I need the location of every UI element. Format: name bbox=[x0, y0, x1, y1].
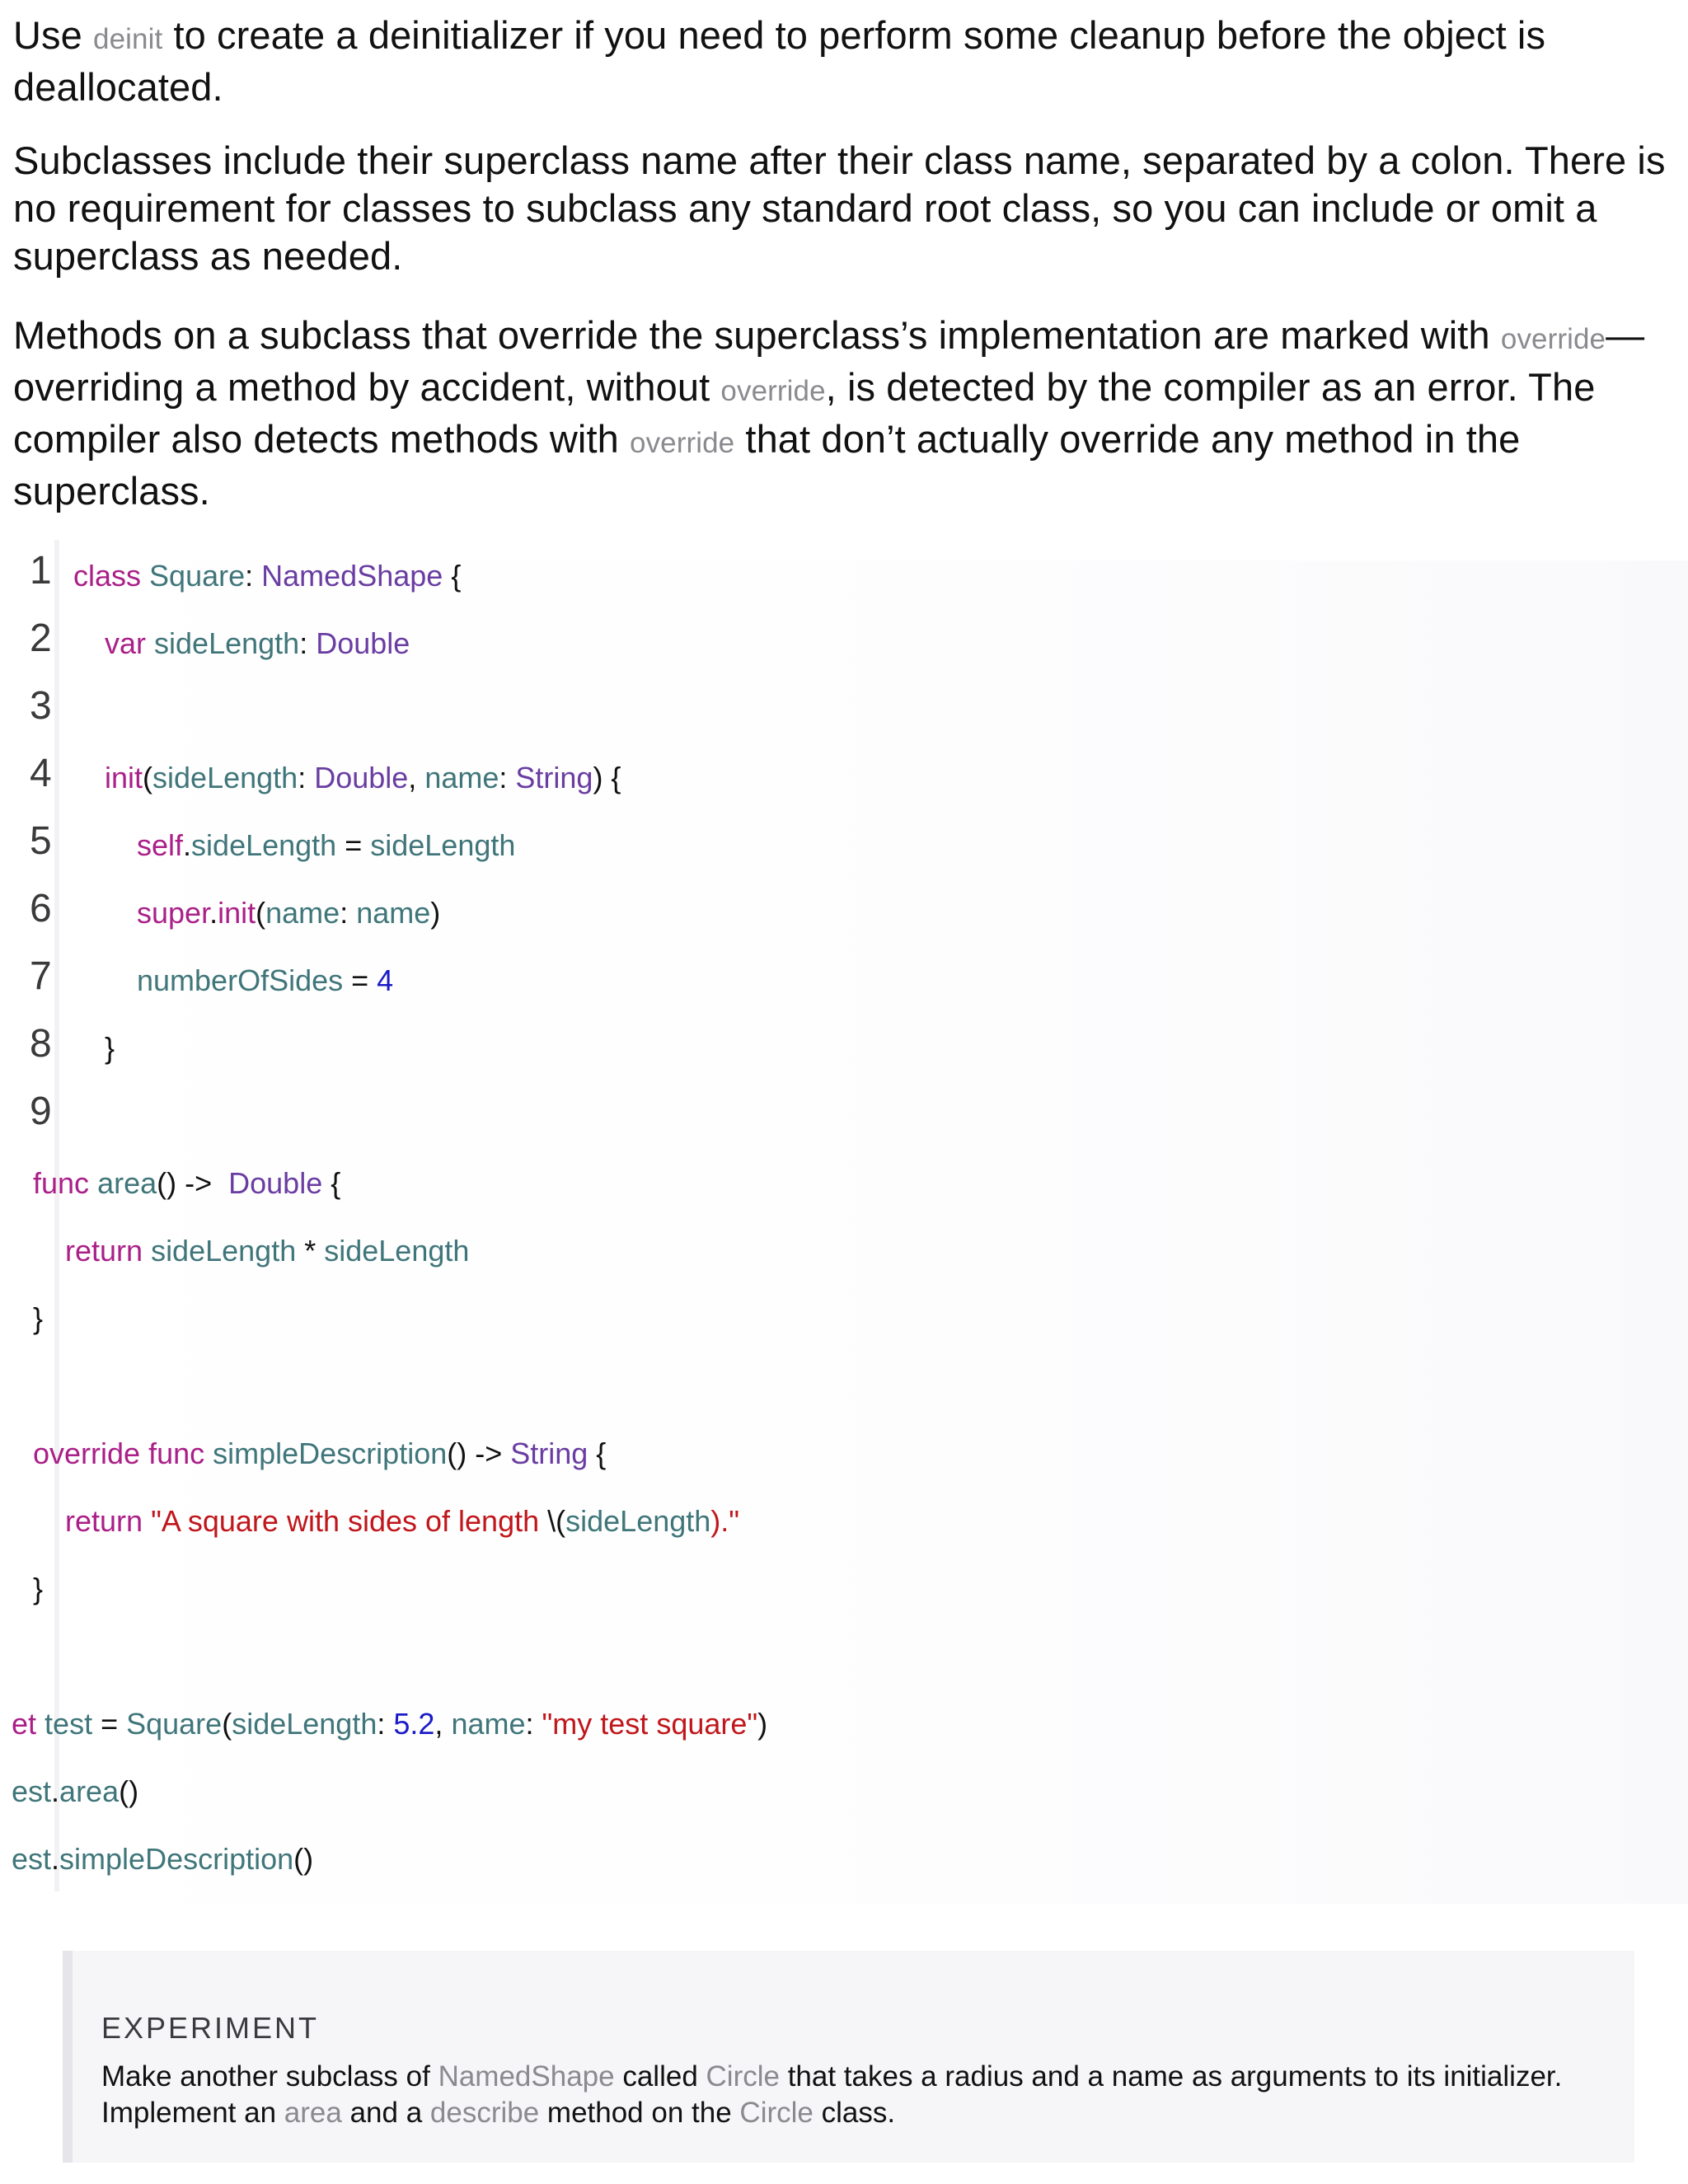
line-number: 3 bbox=[30, 684, 52, 728]
code-token: est bbox=[12, 1842, 52, 1876]
code-token: ) bbox=[430, 896, 441, 930]
code-token: 5.2 bbox=[393, 1707, 435, 1741]
code-token: , bbox=[408, 761, 425, 794]
code-token: . bbox=[183, 828, 192, 862]
code-token: "A square with sides of length bbox=[151, 1504, 548, 1538]
code-token: class bbox=[73, 559, 142, 593]
code-token bbox=[146, 626, 154, 660]
code-token: : bbox=[377, 1707, 394, 1741]
code-token: String bbox=[515, 761, 593, 794]
code-token: Double bbox=[228, 1166, 323, 1200]
code-line bbox=[33, 1436, 606, 1472]
inline-code: NamedShape bbox=[438, 2060, 615, 2093]
code-token: area bbox=[97, 1166, 157, 1200]
code-line bbox=[105, 760, 621, 796]
code-token: et bbox=[12, 1707, 37, 1741]
code-token: area bbox=[59, 1774, 120, 1808]
code-line bbox=[12, 1706, 767, 1742]
code-token: override bbox=[33, 1436, 141, 1470]
code-line bbox=[33, 1301, 43, 1337]
code-token: ( bbox=[143, 761, 153, 794]
code-token: sideLength bbox=[152, 761, 298, 794]
line-number: 2 bbox=[30, 616, 52, 660]
text: —overriding a method by accident, without bbox=[13, 313, 1645, 409]
code-token: simpleDescription bbox=[213, 1436, 448, 1470]
code-token: name bbox=[356, 896, 431, 930]
code-line bbox=[105, 1030, 115, 1066]
line-number: 6 bbox=[30, 887, 52, 930]
code-token: sideLength bbox=[232, 1707, 377, 1741]
code-line bbox=[33, 1571, 43, 1607]
text: Use bbox=[13, 13, 94, 57]
line-number: 7 bbox=[30, 954, 52, 998]
code-token: init bbox=[105, 761, 143, 794]
code-token: var bbox=[105, 626, 147, 660]
code-token: () bbox=[157, 1166, 177, 1200]
code-line bbox=[105, 626, 410, 662]
code-line bbox=[33, 1165, 340, 1202]
code-token: return bbox=[65, 1234, 143, 1268]
code-token: super bbox=[137, 896, 210, 930]
code-token: , bbox=[434, 1707, 452, 1741]
text: called bbox=[614, 2060, 706, 2093]
inline-code: describe bbox=[429, 2097, 540, 2129]
code-token bbox=[204, 1436, 213, 1470]
code-token: test bbox=[45, 1707, 93, 1741]
code-token: func bbox=[148, 1436, 205, 1470]
code-token bbox=[220, 1166, 228, 1200]
code-token: = bbox=[92, 1707, 127, 1741]
code-token: name bbox=[424, 761, 499, 794]
code-token: -> bbox=[176, 1166, 221, 1200]
code-gutter-divider bbox=[54, 540, 59, 1891]
code-token: "my test square" bbox=[542, 1707, 758, 1741]
code-token: Square bbox=[149, 559, 246, 593]
line-number: 5 bbox=[30, 819, 52, 863]
code-token: return bbox=[65, 1504, 143, 1538]
code-token: init bbox=[218, 896, 256, 930]
line-number: 9 bbox=[30, 1090, 52, 1133]
code-line bbox=[137, 895, 440, 931]
code-token: name bbox=[451, 1707, 526, 1741]
code-token: -> bbox=[467, 1436, 511, 1470]
code-token: )." bbox=[710, 1504, 740, 1538]
inline-code: area bbox=[284, 2097, 342, 2129]
code-token: . bbox=[209, 896, 218, 930]
code-token: } bbox=[33, 1572, 44, 1605]
code-line bbox=[12, 1841, 313, 1877]
paragraph-override bbox=[13, 312, 1670, 515]
code-token bbox=[141, 559, 149, 593]
code-token: = bbox=[343, 963, 377, 997]
code-token: { bbox=[588, 1436, 607, 1470]
code-token: : bbox=[525, 1707, 542, 1741]
code-token: : bbox=[340, 896, 357, 930]
inline-code-override: override bbox=[630, 427, 735, 459]
code-line bbox=[137, 963, 393, 999]
code-token: sideLength bbox=[370, 828, 516, 862]
text: Methods on a subclass that override the superclass’s implementation are marked with bbox=[13, 313, 1501, 357]
code-token: : bbox=[299, 626, 316, 660]
code-token: : bbox=[499, 761, 516, 794]
code-token: { bbox=[443, 559, 462, 593]
code-token: self bbox=[137, 828, 184, 862]
code-line bbox=[137, 827, 515, 864]
code-token: Double bbox=[316, 626, 410, 660]
code-line bbox=[65, 1503, 739, 1540]
code-token: . bbox=[51, 1774, 60, 1808]
code-token: ) { bbox=[593, 761, 621, 794]
code-token: } bbox=[33, 1301, 44, 1335]
code-token: ) bbox=[757, 1707, 768, 1741]
inline-code: Circle bbox=[706, 2060, 780, 2093]
inline-code-override: override bbox=[1500, 323, 1606, 355]
code-token: () bbox=[119, 1774, 139, 1808]
code-token bbox=[143, 1234, 151, 1268]
code-token: sideLength bbox=[154, 626, 300, 660]
code-token: * bbox=[296, 1234, 325, 1268]
line-number: 4 bbox=[30, 752, 52, 795]
text: class. bbox=[813, 2097, 896, 2129]
code-token: Square bbox=[126, 1707, 223, 1741]
line-number: 8 bbox=[30, 1022, 52, 1066]
code-token: } bbox=[105, 1031, 115, 1065]
code-token: sideLength bbox=[191, 828, 337, 862]
paragraph-deinit bbox=[13, 12, 1670, 111]
code-token bbox=[143, 1504, 151, 1538]
code-token: . bbox=[51, 1842, 60, 1876]
code-token: = bbox=[336, 828, 371, 862]
code-line bbox=[12, 1774, 138, 1810]
code-token: est bbox=[12, 1774, 52, 1808]
paragraph-subclasses: Subclasses include their superclass name after their class name, separated by a colon. There is no requirement for classes to subclass any standard root class, so you can include or omit a superclass as needed. bbox=[13, 138, 1666, 278]
code-token: \( bbox=[547, 1504, 566, 1538]
code-token: numberOfSides bbox=[137, 963, 344, 997]
inline-code: Circle bbox=[739, 2097, 814, 2129]
code-token: String bbox=[510, 1436, 588, 1470]
text: and a bbox=[341, 2097, 430, 2129]
code-token: ( bbox=[256, 896, 266, 930]
code-token: simpleDescription bbox=[59, 1842, 294, 1876]
text: , is detected by the compiler as an error. The compiler also detects methods with bbox=[13, 365, 1596, 461]
code-token: sideLength bbox=[151, 1234, 297, 1268]
code-line bbox=[65, 1233, 469, 1269]
code-token bbox=[89, 1166, 97, 1200]
text: to create a deinitializer if you need to perform some cleanup before the object is deallocated. bbox=[13, 13, 1546, 109]
code-line bbox=[73, 558, 461, 594]
code-token: NamedShape bbox=[261, 559, 443, 593]
text: that takes a radius and a name as arguments to its initializer. Implement an bbox=[101, 2060, 1563, 2129]
code-token: () bbox=[293, 1842, 314, 1876]
experiment-title: EXPERIMENT bbox=[101, 2011, 320, 2045]
code-token: Double bbox=[314, 761, 409, 794]
text: Make another subclass of bbox=[101, 2060, 438, 2093]
code-token: 4 bbox=[377, 963, 394, 997]
code-token bbox=[140, 1436, 148, 1470]
inline-code-deinit: deinit bbox=[93, 23, 163, 55]
code-token: : bbox=[298, 761, 315, 794]
code-token bbox=[36, 1707, 45, 1741]
text: that don’t actually override any method in the superclass. bbox=[13, 417, 1521, 513]
code-token: sideLength bbox=[324, 1234, 470, 1268]
code-token: { bbox=[322, 1166, 341, 1200]
code-token: sideLength bbox=[565, 1504, 711, 1538]
code-token: func bbox=[33, 1166, 90, 1200]
code-token: : bbox=[245, 559, 262, 593]
code-token: ( bbox=[222, 1707, 232, 1741]
code-token: name bbox=[265, 896, 340, 930]
text: method on the bbox=[539, 2097, 740, 2129]
line-number: 1 bbox=[30, 549, 52, 593]
inline-code-override: override bbox=[720, 375, 826, 407]
experiment-text bbox=[101, 2059, 1585, 2131]
code-token: () bbox=[447, 1436, 467, 1470]
